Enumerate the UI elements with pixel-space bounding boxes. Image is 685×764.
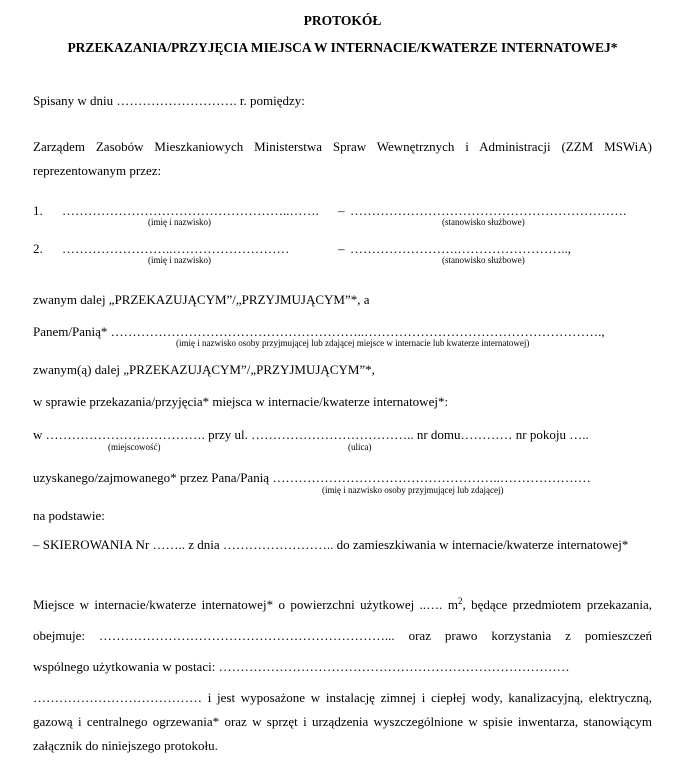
skierowania-line: – SKIEROWANIA Nr …….. z dnia …………………….. do zamieszkiwania w internacie/kwaterze internatowej* [33, 537, 629, 552]
rep1-position-field: ………………………………………………………. [350, 203, 627, 218]
rep2-dash: – [338, 241, 345, 256]
para-line-3: wspólnego użytkowania w postaci: ……………………………………………………………………… [33, 659, 570, 674]
rep1-name-label: (imię i nazwisko) [148, 217, 211, 227]
rep1-dash: – [338, 203, 345, 218]
rep1-position-label: (stanowisko służbowe) [442, 217, 525, 227]
rep2-name-field: ……………………..……………………… [62, 241, 290, 256]
ulica-label: (ulica) [348, 442, 372, 452]
line-spisany: Spisany w dniu ………………………. r. pomiędzy: [33, 93, 305, 108]
rep2-number: 2. [33, 241, 43, 256]
document-title: PROTOKÓŁ [303, 13, 382, 28]
para-line-2: obejmuje: …………………………………………………………... oraz prawo korzystania z pomieszczeń [33, 628, 652, 643]
rep2-position-field: …………………….…………………….., [350, 241, 571, 256]
panem-line: Panem/Panią* …………………………………………………..………………………………………………., [33, 324, 605, 339]
na-podstawie: na podstawie: [33, 508, 105, 523]
para-line-5: gazową i centralnego ogrzewania* oraz w sprzęt i urządzenia wyszczególnione w spisie inwentarza, stanowiącym [33, 714, 652, 729]
zwanym-line-1: zwanym dalej „PRZEKAZUJĄCYM”/„PRZYJMUJĄCYM”*, a [33, 292, 370, 307]
w-sprawie-line: w sprawie przekazania/przyjęcia* miejsca w internacie/kwaterze internatowej*: [33, 394, 449, 409]
zwanym-line-2: zwanym(ą) dalej „PRZEKAZUJĄCYM”/„PRZYJMUJĄCYM”*, [33, 362, 375, 377]
panem-label: (imię i nazwisko osoby przyjmującej lub zdającej miejsce w internacie lub kwaterze internatowej) [176, 338, 530, 348]
rep1-name-field: ……………………………………………..……. [62, 203, 319, 218]
rep2-name-label: (imię i nazwisko) [148, 255, 211, 265]
document-subtitle: PRZEKAZANIA/PRZYJĘCIA MIEJSCA W INTERNACIE/KWATERZE INTERNATOWEJ* [67, 40, 618, 55]
miejscowosc-label: (miejscowość) [108, 442, 161, 452]
rep1-number: 1. [33, 203, 43, 218]
para-line-1: Miejsce w internacie/kwaterze internatowej* o powierzchni użytkowej ..…. $m^2$, będące przedmiotem przekazania, [33, 596, 652, 612]
zarzad-line-1: Zarządem Zasobów Mieszkaniowych Ministerstwa Spraw Wewnętrznych i Administracji (ZZM MSWiA) [33, 139, 652, 154]
para-line-4: ………………………………… i jest wyposażone w instalację zimnej i ciepłej wody, kanalizacyjną, elektryczną, [33, 690, 652, 705]
uzyskanego-line: uzyskanego/zajmowanego* przez Pana/Panią ……………………………………………..………………… [33, 470, 591, 485]
rep2-position-label: (stanowisko służbowe) [442, 255, 525, 265]
address-line: w ………………………………. przy ul. ……………………………….. nr domu………… nr pokoju ….. [33, 427, 589, 442]
para-line-6: załącznik do niniejszego protokołu. [33, 738, 218, 753]
uzyskanego-label: (imię i nazwisko osoby przyjmującej lub zdającej) [322, 485, 504, 495]
zarzad-line-2: reprezentowanym przez: [33, 163, 162, 178]
